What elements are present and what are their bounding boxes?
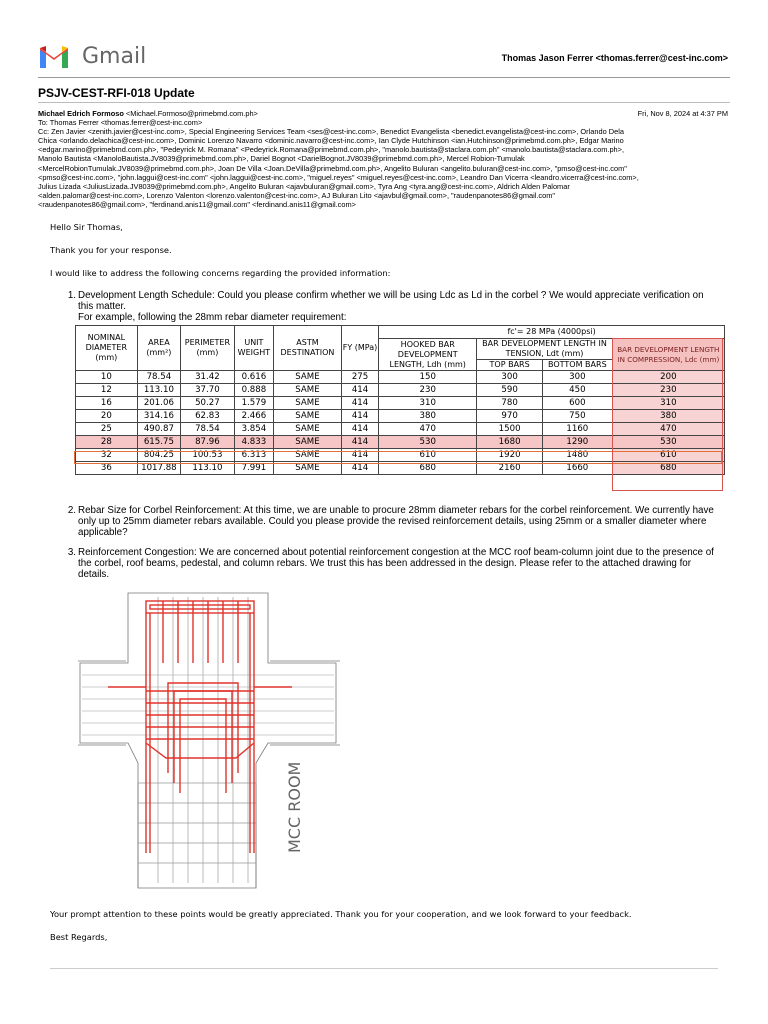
table-cell: 680 <box>612 462 724 475</box>
table-cell: 380 <box>379 410 477 423</box>
list-number: 3. <box>67 547 76 558</box>
col-astm: ASTM DESTINATION <box>274 326 342 371</box>
table-cell: 300 <box>542 371 612 384</box>
table-cell: 20 <box>76 410 138 423</box>
cc-list <box>38 127 730 209</box>
table-cell: 2160 <box>477 462 543 475</box>
closing-line: Your prompt attention to these points would be greatly appreciated. Thank you for your cooperation, and we look forward to your feedback. <box>50 909 632 919</box>
cc-line: <edgar.marino@primebmd.com.ph>, "Pedeyrick M. Romana" <Pedeyrick.Romana@primebmd.com.ph>, "manolo.bautista@staclara.com.ph" <manolo.bautista@staclara.com.ph>, <box>38 145 625 155</box>
table-cell: 275 <box>341 371 378 384</box>
table-cell: 470 <box>612 423 724 436</box>
table-cell: 610 <box>612 449 724 462</box>
table-cell: 310 <box>379 397 477 410</box>
col-fy: FY (MPa) <box>341 326 378 371</box>
divider <box>38 77 730 78</box>
table-cell: 201.06 <box>137 397 180 410</box>
table-cell: 414 <box>341 423 378 436</box>
table-cell: 2.466 <box>234 410 273 423</box>
account-label: Thomas Jason Ferrer <thomas.ferrer@cest-inc.com> <box>501 53 728 63</box>
cc-line: <raudenpanotes86@gmail.com>, "ferdinand.anis11@gmail.com" <ferdinand.anis11@gmail.com> <box>38 199 356 209</box>
to-line: To: Thomas Ferrer <thomas.ferrer@cest-inc.com> <box>38 118 203 128</box>
fc-header: fc'= 28 MPa (4000psi) <box>379 326 725 339</box>
table-cell: 200 <box>612 371 724 384</box>
table-cell: 414 <box>341 436 378 449</box>
table-cell: SAME <box>274 436 342 449</box>
table-cell: SAME <box>274 371 342 384</box>
table-cell: 450 <box>542 384 612 397</box>
table-cell: 490.87 <box>137 423 180 436</box>
col-area: AREA (mm²) <box>137 326 180 371</box>
table-cell: 610 <box>379 449 477 462</box>
gmail-logo-icon <box>38 42 70 70</box>
list-text: Reinforcement Congestion: We are concerned about potential reinforcement congestion at the MCC roof beam-column joint due to the presence of the corbel, roof beams, pedestal, and column rebars. We trust this has been addressed in the design. Please refer to the attached drawing for details. <box>78 547 714 580</box>
table-cell: 1.579 <box>234 397 273 410</box>
col-top-bars: TOP BARS <box>477 360 543 371</box>
greeting: Hello Sir Thomas, <box>50 222 123 232</box>
sender-address: <Michael.Formoso@primebmd.com.ph> <box>125 109 258 118</box>
table-cell: 414 <box>341 384 378 397</box>
table-cell: 78.54 <box>181 423 235 436</box>
table-cell: 113.10 <box>181 462 235 475</box>
corbel-rebar-icon <box>108 601 292 853</box>
divider <box>38 102 730 103</box>
table-cell: 32 <box>76 449 138 462</box>
table-cell: 100.53 <box>181 449 235 462</box>
table-cell: 10 <box>76 371 138 384</box>
email-header-block <box>38 109 730 209</box>
table-cell: 600 <box>542 397 612 410</box>
list-number: 1. <box>67 290 76 301</box>
list-item <box>50 547 730 580</box>
cc-line: Chica <orlando.delachica@cest-inc.com>, Dominic Lorenzo Navarro <dominic.navarro@cest-inc.com>, Ian Clyde Hutchinson <ian.Hutchinson@primebmd.com.ph>, Edgar Marino <box>38 136 624 146</box>
table-cell: 1290 <box>542 436 612 449</box>
room-label: MCC ROOM <box>285 761 304 853</box>
table-cell: 31.42 <box>181 371 235 384</box>
table-cell: 970 <box>477 410 543 423</box>
table-cell: 750 <box>542 410 612 423</box>
table-cell: SAME <box>274 423 342 436</box>
ldc-column-outline <box>612 338 723 491</box>
table-cell: 230 <box>379 384 477 397</box>
list-subtext: For example, following the 28mm rebar diameter requirement: <box>78 312 347 323</box>
table-cell: 804.25 <box>137 449 180 462</box>
col-tension: BAR DEVELOPMENT LENGTH IN TENSION, Ldt (mm) <box>477 339 612 360</box>
list-number: 2. <box>67 505 76 516</box>
col-compression: BAR DEVELOPMENT LENGTH IN COMPRESSION, Ldc (mm) <box>612 339 724 371</box>
cc-line: <pmso@cest-inc.com>, "john.laggui@cest-inc.com" <john.laggui@cest-inc.com>, "miguel.reyes" <miguel.reyes@cest-inc.com>, Leandro Dan Vicerra <leandro.vicerra@cest-inc.com>, <box>38 172 639 182</box>
table-cell: 230 <box>612 384 724 397</box>
table-cell: 37.70 <box>181 384 235 397</box>
table-cell: 150 <box>379 371 477 384</box>
table-cell: 414 <box>341 449 378 462</box>
table-cell: 1680 <box>477 436 543 449</box>
cc-line: <MercelRobionTumulak.JV8039@primebmd.com.ph>, Joan De Villa <Joan.DeVilla@primebmd.com.ph>, Angelito Buluran <angelito.buluran@cest-inc.com>, "pmso@cest-inc.com" <box>38 163 627 173</box>
table-cell: 7.991 <box>234 462 273 475</box>
divider <box>50 968 718 969</box>
table-cell: 590 <box>477 384 543 397</box>
table-cell: 1160 <box>542 423 612 436</box>
cc-line: Cc: Zen Javier <zenith.javier@cest-inc.com>, Special Engineering Services Team <ses@cest-inc.com>, Benedict Evangelista <benedict.evangelista@cest-inc.com>, Orlando Dela <box>38 127 624 137</box>
table-cell: 300 <box>477 371 543 384</box>
table-cell: 414 <box>341 410 378 423</box>
table-cell: 50.27 <box>181 397 235 410</box>
table-cell: 12 <box>76 384 138 397</box>
table-cell: 615.75 <box>137 436 180 449</box>
col-diameter: NOMINAL DIAMETER (mm) <box>76 326 138 371</box>
table-cell: 1920 <box>477 449 543 462</box>
table-cell: 78.54 <box>137 371 180 384</box>
email-subject: PSJV-CEST-RFI-018 Update <box>38 86 195 100</box>
table-cell: 380 <box>612 410 724 423</box>
list-item <box>50 290 730 323</box>
table-cell: 36 <box>76 462 138 475</box>
table-cell: SAME <box>274 449 342 462</box>
table-cell: 780 <box>477 397 543 410</box>
table-cell: 314.16 <box>137 410 180 423</box>
table-cell: 0.616 <box>234 371 273 384</box>
table-cell: 0.888 <box>234 384 273 397</box>
table-cell: 87.96 <box>181 436 235 449</box>
table-cell: 530 <box>612 436 724 449</box>
table-cell: 6.313 <box>234 449 273 462</box>
table-cell: SAME <box>274 410 342 423</box>
table-cell: 62.83 <box>181 410 235 423</box>
list-text: Development Length Schedule: Could you please confirm whether we will be using Ldc as Ld in the corbel ? We would appreciate verification on this matter. <box>78 290 704 312</box>
col-bottom-bars: BOTTOM BARS <box>542 360 612 371</box>
list-item <box>50 505 730 538</box>
table-cell: 530 <box>379 436 477 449</box>
table-cell: 1500 <box>477 423 543 436</box>
cc-line: Julius Lizada <JuliusLizada.JV8039@primebmd.com.ph>, Angelito Buluran <ajavbuluran@gmail.com>, Tyra Ang <tyra.ang@cest-inc.com>, Aldrich Alden Palomar <box>38 181 570 191</box>
table-cell: 28 <box>76 436 138 449</box>
table-cell: 16 <box>76 397 138 410</box>
thanks-line: Thank you for your response. <box>50 245 172 255</box>
table-cell: 113.10 <box>137 384 180 397</box>
table-cell: 414 <box>341 397 378 410</box>
table-cell: SAME <box>274 397 342 410</box>
list-text: Rebar Size for Corbel Reinforcement: At this time, we are unable to procure 28mm diameter rebars for the corbel reinforcement. We currently have only up to 25mm diameter rebars available. Could you please provide the revised reinforcement details, using 25mm or a smaller diameter where applicable? <box>78 505 714 538</box>
table-cell: 3.854 <box>234 423 273 436</box>
table-cell: 1017.88 <box>137 462 180 475</box>
table-cell: 414 <box>341 462 378 475</box>
signoff: Best Regards, <box>50 932 108 942</box>
table-cell: SAME <box>274 462 342 475</box>
table-cell: 25 <box>76 423 138 436</box>
cc-line: Manolo Bautista <ManoloBautista.JV8039@primebmd.com.ph>, Dariel Bognot <DarielBognot.JV8039@primebmd.com.ph>, Mercel Robion-Tumulak <box>38 154 525 164</box>
sender-line <box>38 109 730 118</box>
sender-name: Michael Edrich Formoso <box>38 109 124 118</box>
col-perimeter: PERIMETER (mm) <box>181 326 235 371</box>
cc-line: <alden.palomar@cest-inc.com>, Lorenzo Valenton <lorenzo.valenton@cest-inc.com>, AJ Buluran Lito <ajavbul@gmail.com>, "raudenpanotes86@gmail.com" <box>38 190 556 200</box>
col-unit-weight: UNIT WEIGHT <box>234 326 273 371</box>
table-cell: 470 <box>379 423 477 436</box>
brand-name: Gmail <box>82 44 147 69</box>
table-cell: 1480 <box>542 449 612 462</box>
col-hooked: HOOKED BAR DEVELOPMENT LENGTH, Ldh (mm) <box>379 339 477 371</box>
reinforcement-drawing <box>78 583 348 895</box>
email-date: Fri, Nov 8, 2024 at 4:37 PM <box>637 109 728 118</box>
table-cell: 1660 <box>542 462 612 475</box>
table-cell: 310 <box>612 397 724 410</box>
table-cell: SAME <box>274 384 342 397</box>
table-cell: 680 <box>379 462 477 475</box>
table-cell: 4.833 <box>234 436 273 449</box>
intro-line: I would like to address the following concerns regarding the provided information: <box>50 268 391 278</box>
